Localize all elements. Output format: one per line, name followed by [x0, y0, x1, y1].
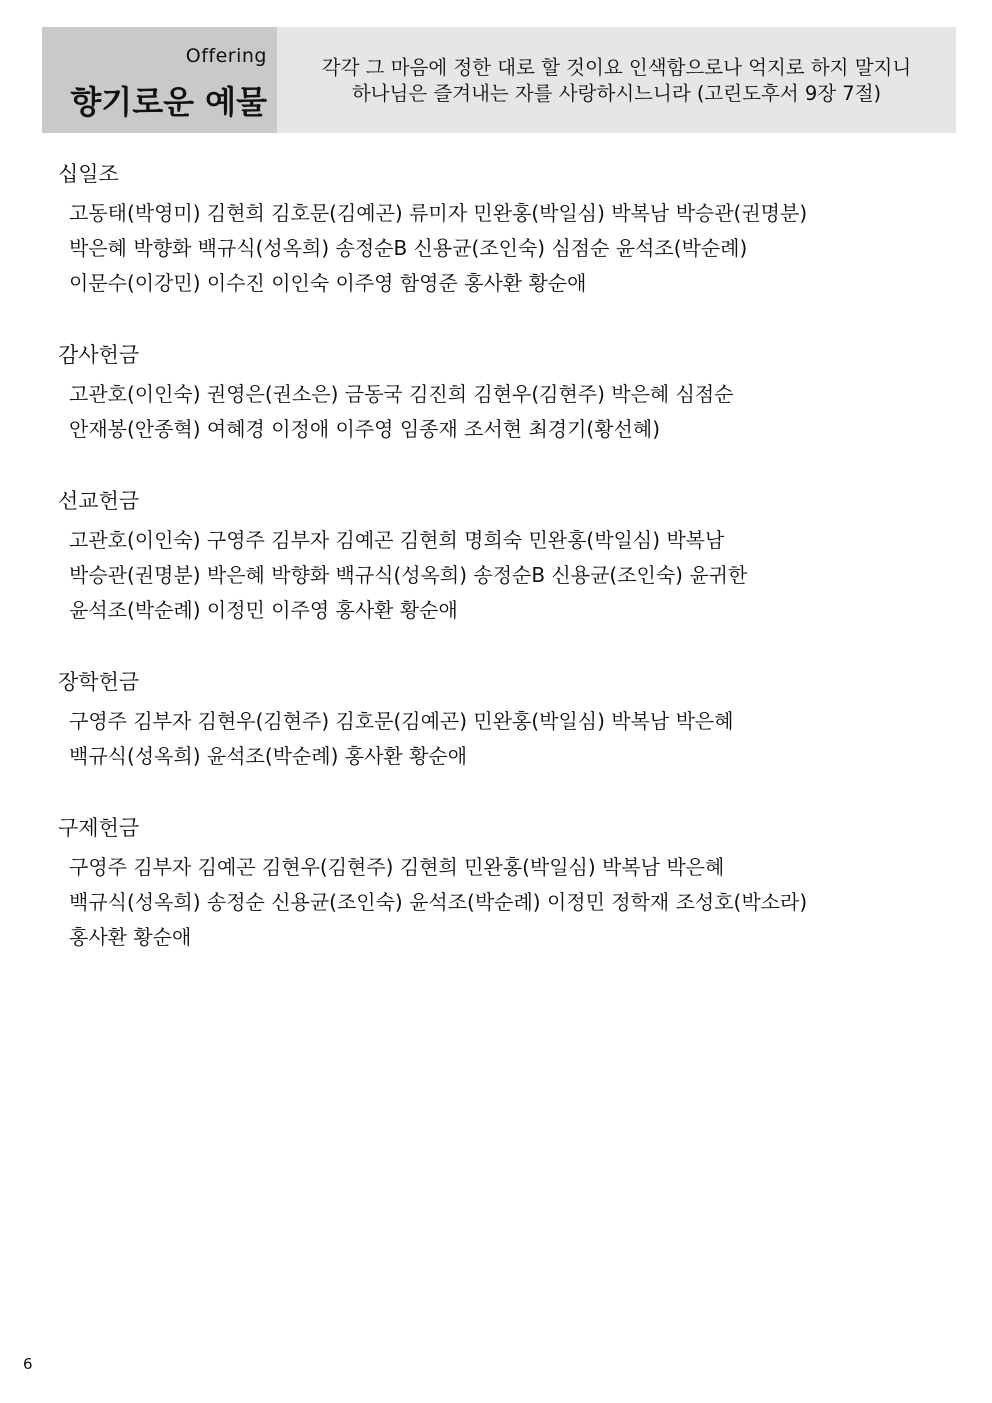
section-title: 선교헌금 — [58, 489, 140, 513]
section-title: 감사헌금 — [58, 343, 140, 367]
section-title: 장학헌금 — [58, 670, 140, 694]
name-line: 백규식(성옥희) 송정순 신용균(조인숙) 윤석조(박순례) 이정민 정학재 조성호(박소라) — [69, 890, 808, 914]
name-line: 백규식(성옥희) 윤석조(박순례) 홍사환 황순애 — [69, 744, 468, 768]
page-header — [42, 27, 956, 133]
scripture-verse — [277, 55, 956, 107]
name-line: 안재봉(안종혁) 여혜경 이정애 이주영 임종재 조서현 최경기(황선혜) — [69, 417, 660, 441]
header-title-ko: 향기로운 예물 — [70, 83, 267, 121]
verse-line-1: 각각 그 마음에 정한 대로 할 것이요 인색함으로나 억지로 하지 말지니 — [321, 56, 912, 79]
name-line: 고관호(이인숙) 권영은(권소은) 금동국 김진희 김현우(김현주) 박은혜 심점순 — [69, 382, 734, 406]
section-tithe — [58, 158, 958, 301]
name-line: 이문수(이강민) 이수진 이인숙 이주영 함영준 홍사환 황순애 — [69, 271, 587, 295]
header-title-block — [42, 27, 277, 133]
name-line: 윤석조(박순례) 이정민 이주영 홍사환 황순애 — [69, 598, 458, 622]
name-line: 홍사환 황순애 — [69, 925, 192, 949]
header-title-en: Offering — [185, 45, 267, 67]
section-thanksgiving — [58, 339, 958, 447]
name-line: 구영주 김부자 김현우(김현주) 김호문(김예곤) 민완홍(박일심) 박복남 박은혜 — [69, 709, 734, 733]
name-line: 박승관(권명분) 박은혜 박향화 백규식(성옥희) 송정순B 신용균(조인숙) 윤귀한 — [69, 563, 748, 587]
page-number: 6 — [23, 1355, 33, 1373]
section-title: 십일조 — [58, 162, 119, 186]
name-line: 고관호(이인숙) 구영주 김부자 김예곤 김현희 명희숙 민완홍(박일심) 박복남 — [69, 528, 725, 552]
section-title: 구제헌금 — [58, 816, 140, 840]
verse-line-2: 하나님은 즐겨내는 자를 사랑하시느니라 (고린도후서 9장 7절) — [351, 82, 882, 105]
section-mission — [58, 485, 958, 628]
section-scholarship — [58, 666, 958, 774]
offering-sections — [58, 158, 958, 993]
name-line: 박은혜 박향화 백규식(성옥희) 송정순B 신용균(조인숙) 심점순 윤석조(박순례) — [69, 236, 748, 260]
name-line: 고동태(박영미) 김현희 김호문(김예곤) 류미자 민완홍(박일심) 박복남 박승관(권명분) — [69, 201, 808, 225]
section-relief — [58, 812, 958, 955]
name-line: 구영주 김부자 김예곤 김현우(김현주) 김현희 민완홍(박일심) 박복남 박은혜 — [69, 855, 725, 879]
